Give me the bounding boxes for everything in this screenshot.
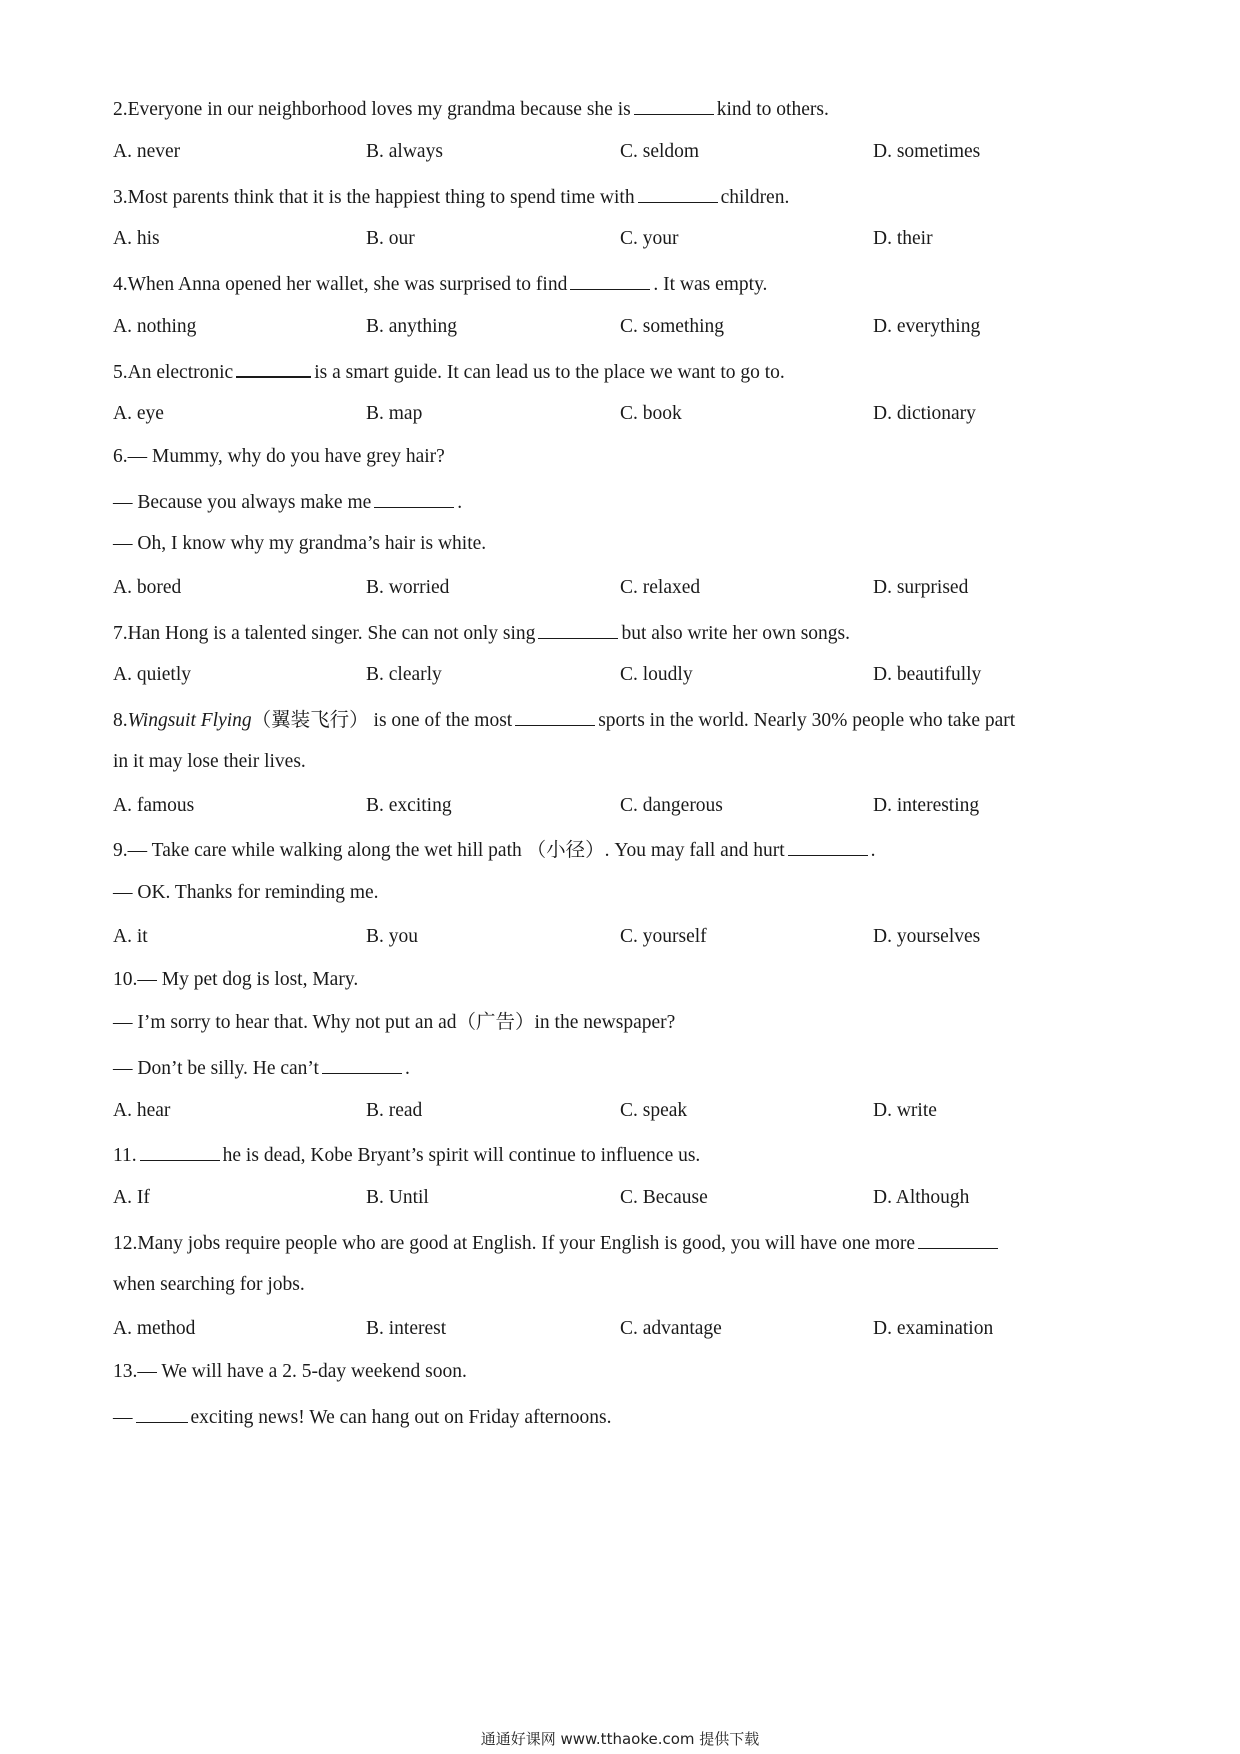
text: exciting news! We can hang out on Friday afternoons.: [190, 1407, 612, 1428]
answer-blank: [570, 271, 650, 290]
text: 4.When Anna opened her wallet, she was surprised to find: [113, 274, 568, 295]
question-7-line-1: [113, 620, 850, 646]
option-c: C. seldom: [620, 141, 700, 162]
text: 6.— Mummy, why do you have grey hair?: [113, 446, 445, 467]
option-d: D. Although: [873, 1187, 970, 1208]
option-a: A. it: [113, 926, 148, 947]
text: — Don’t be silly. He can’t: [113, 1058, 319, 1079]
text: when searching for jobs.: [113, 1274, 305, 1295]
answer-blank: [374, 489, 454, 508]
text: （翼装飞行） is one of the most: [251, 710, 513, 731]
answer-blank: [788, 837, 868, 856]
option-d: D. beautifully: [873, 664, 982, 685]
text: — OK. Thanks for reminding me.: [113, 882, 379, 903]
option-a: A. hear: [113, 1100, 171, 1121]
option-b: B. you: [366, 926, 419, 947]
question-3-line-1: [113, 184, 789, 210]
text: 3.Most parents think that it is the happiest thing to spend time with: [113, 187, 635, 208]
question-2-line-1: [113, 96, 829, 122]
question-10-line-3: [113, 1055, 410, 1081]
question-10-line-1: [113, 968, 358, 992]
answer-blank: [638, 184, 718, 203]
text: 2.Everyone in our neighborhood loves my grandma because she is: [113, 99, 631, 120]
text: 5.An electronic: [113, 362, 234, 383]
option-a: A. nothing: [113, 316, 197, 337]
text: 9.— Take care while walking along the wet hill path （小径）. You may fall and hurt: [113, 840, 785, 861]
text: 11.: [113, 1145, 137, 1166]
question-6-line-3: [113, 532, 486, 556]
option-a: A. bored: [113, 577, 182, 598]
text: he is dead, Kobe Bryant’s spirit will continue to influence us.: [222, 1145, 701, 1166]
question-9-line-1: [113, 837, 876, 863]
text: 10.— My pet dog is lost, Mary.: [113, 969, 359, 990]
option-d: D. their: [873, 228, 933, 249]
question-4-line-1: [113, 271, 767, 297]
option-a: A. never: [113, 141, 181, 162]
question-5-line-1: [113, 358, 785, 385]
option-b: B. our: [366, 228, 415, 249]
answer-blank: [140, 1142, 220, 1161]
question-12-line-2: [113, 1273, 305, 1297]
option-a: A. quietly: [113, 664, 191, 685]
text: —: [113, 1407, 133, 1428]
text: 12.Many jobs require people who are good at English. If your English is good, you will have one more: [113, 1233, 916, 1254]
question-8-line-2: [113, 750, 306, 774]
option-d: D. sometimes: [873, 141, 981, 162]
option-a: A. eye: [113, 403, 164, 424]
option-d: D. surprised: [873, 577, 969, 598]
option-b: B. clearly: [366, 664, 442, 685]
option-b: B. read: [366, 1100, 423, 1121]
option-d: D. yourselves: [873, 926, 981, 947]
question-6-line-2: [113, 489, 462, 515]
option-c: C. something: [620, 316, 725, 337]
italic-term: Wingsuit Flying: [127, 710, 252, 731]
option-b: B. worried: [366, 577, 450, 598]
option-d: D. everything: [873, 316, 981, 337]
option-a: A. method: [113, 1318, 196, 1339]
text: — I’m sorry to hear that. Why not put an ad（广告）in the newspaper?: [113, 1012, 676, 1033]
question-8-line-1: [113, 707, 1015, 733]
option-b: B. Until: [366, 1187, 429, 1208]
option-d: D. interesting: [873, 795, 980, 816]
option-b: B. always: [366, 141, 443, 162]
answer-blank: [918, 1230, 998, 1249]
text: . It was empty.: [653, 274, 768, 295]
answer-blank: [236, 358, 311, 378]
text: children.: [720, 187, 790, 208]
text: .: [457, 492, 463, 513]
option-d: D. examination: [873, 1318, 994, 1339]
question-13-line-2: [113, 1404, 612, 1430]
text: 8.: [113, 710, 128, 731]
answer-blank: [538, 620, 618, 639]
answer-blank: [634, 96, 714, 115]
text: in it may lose their lives.: [113, 751, 306, 772]
question-11-line-1: [113, 1142, 700, 1168]
option-b: B. map: [366, 403, 423, 424]
question-13-line-1: [113, 1360, 467, 1384]
text: — Oh, I know why my grandma’s hair is white.: [113, 533, 487, 554]
text: sports in the world. Nearly 30% people who take part: [598, 710, 1016, 731]
option-a: A. famous: [113, 795, 195, 816]
question-12-line-1: [113, 1230, 1001, 1256]
option-c: C. dangerous: [620, 795, 723, 816]
text: kind to others.: [716, 99, 829, 120]
option-b: B. exciting: [366, 795, 452, 816]
text: 7.Han Hong is a talented singer. She can not only sing: [113, 623, 536, 644]
option-c: C. speak: [620, 1100, 688, 1121]
option-c: C. relaxed: [620, 577, 701, 598]
text: but also write her own songs.: [621, 623, 850, 644]
question-10-line-2: [113, 1011, 675, 1035]
option-c: C. yourself: [620, 926, 707, 947]
answer-blank: [136, 1404, 188, 1423]
text: 13.— We will have a 2. 5-day weekend soon.: [113, 1361, 467, 1382]
option-d: D. dictionary: [873, 403, 976, 424]
answer-blank: [515, 707, 595, 726]
text: .: [404, 1058, 410, 1079]
option-c: C. your: [620, 228, 679, 249]
option-c: C. Because: [620, 1187, 708, 1208]
option-c: C. loudly: [620, 664, 693, 685]
option-c: C. book: [620, 403, 682, 424]
text: is a smart guide. It can lead us to the place we want to go to.: [314, 362, 785, 383]
answer-blank: [322, 1055, 402, 1074]
option-b: B. interest: [366, 1318, 447, 1339]
question-9-line-2: [113, 881, 379, 905]
text: — Because you always make me: [113, 492, 372, 513]
page-footer: 通通好课网 www.tthaoke.com 提供下载: [480, 1730, 760, 1748]
option-d: D. write: [873, 1100, 937, 1121]
option-a: A. If: [113, 1187, 150, 1208]
option-b: B. anything: [366, 316, 457, 337]
option-a: A. his: [113, 228, 160, 249]
question-6-line-1: [113, 445, 445, 469]
option-c: C. advantage: [620, 1318, 722, 1339]
text: .: [870, 840, 876, 861]
